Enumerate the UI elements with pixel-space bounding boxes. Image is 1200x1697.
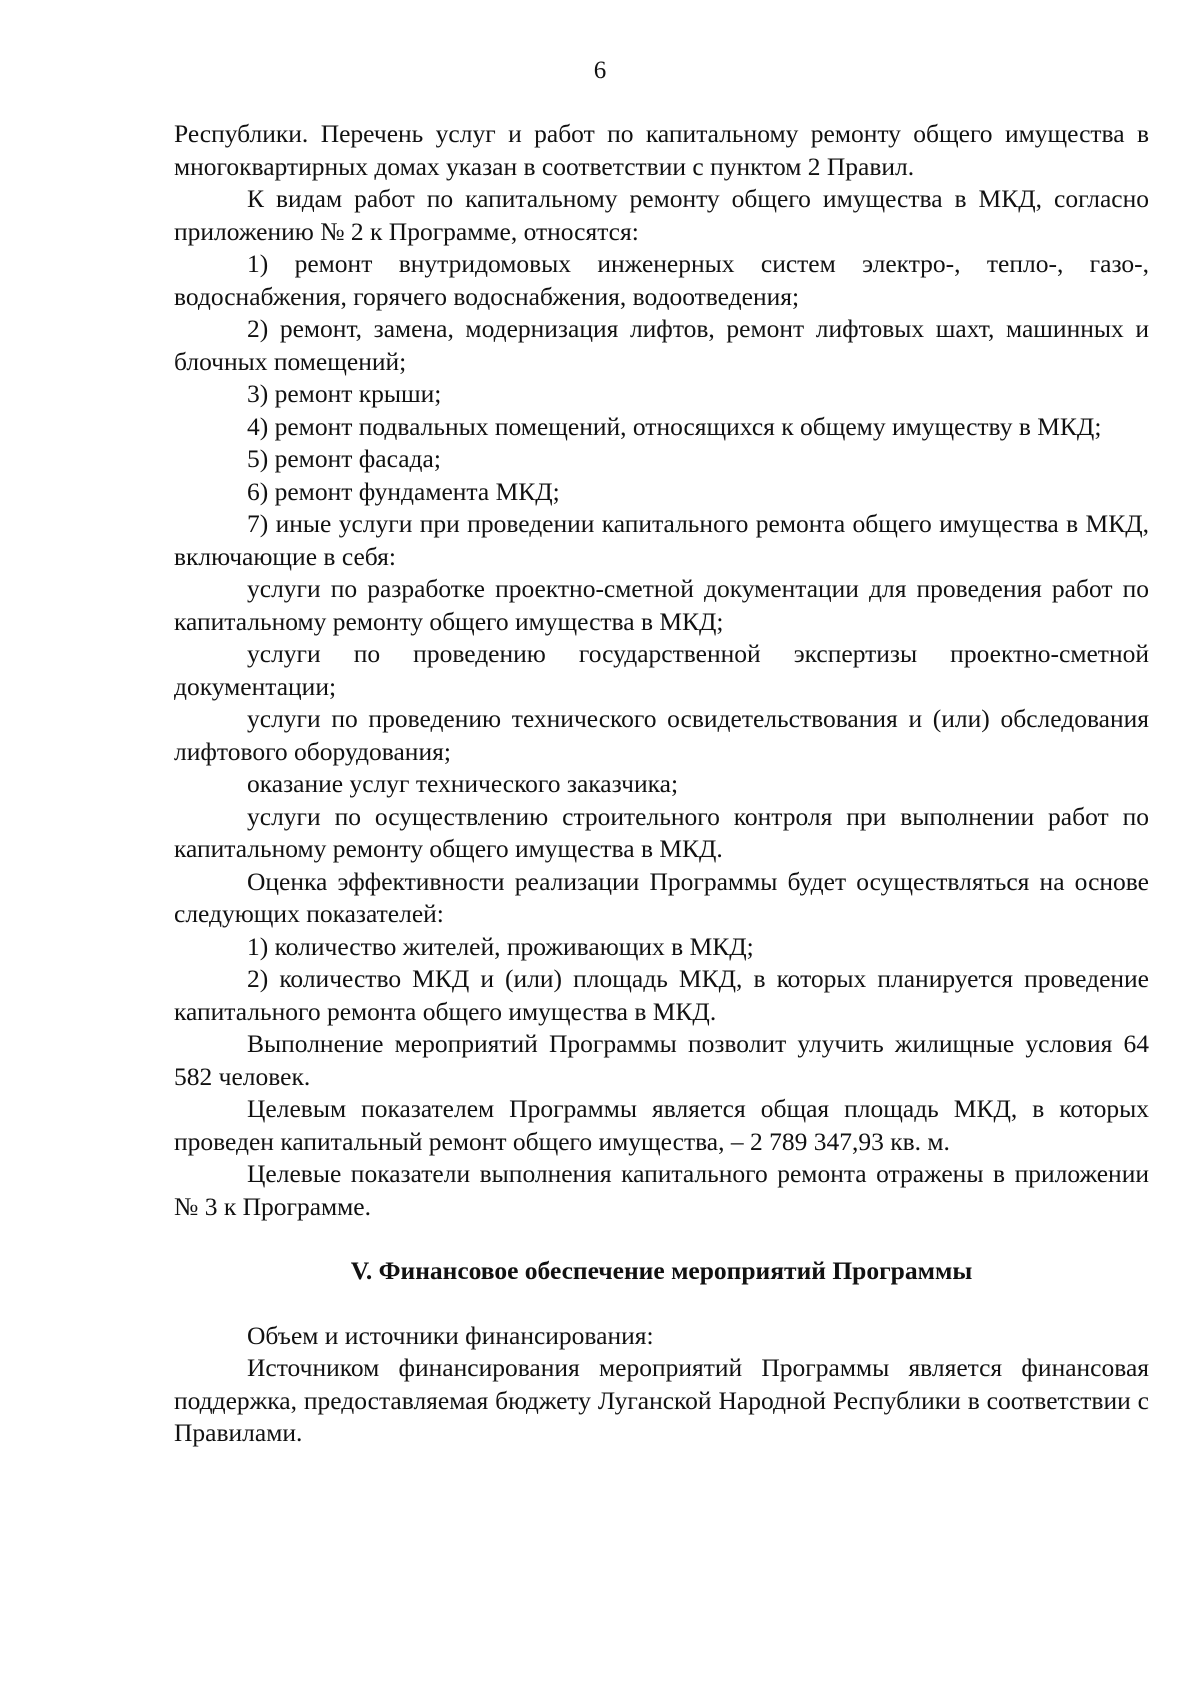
paragraph: 3) ремонт крыши; xyxy=(247,379,442,408)
paragraph: Объем и источники финансирования: xyxy=(247,1320,654,1350)
paragraph: оказание услуг технического заказчика; xyxy=(247,769,679,798)
paragraph: 6) ремонт фундамента МКД; xyxy=(247,476,560,506)
paragraph: Источником финансирования мероприятий Программы является финансовая поддержка, предоставляемая бюджету Луганской Народной Республики в соответствии с Правилами. xyxy=(174,1353,1149,1447)
paragraph: услуги по разработке проектно-сметной документации для проведения работ по капитальному ремонту общего имущества в МКД; xyxy=(174,574,1149,636)
section-spacer xyxy=(174,1288,1149,1320)
paragraph: 5) ремонт фасада; xyxy=(247,444,441,473)
paragraph: услуги по проведению государственной экспертизы проектно-сметной документации; xyxy=(174,639,1149,701)
paragraph: Целевые показатели выполнения капитального ремонта отражены в приложении № 3 к Программе. xyxy=(174,1159,1149,1221)
paragraph: услуги по проведению технического освидетельствования и (или) обследования лифтового оборудования; xyxy=(174,704,1149,766)
section-spacer xyxy=(174,1223,1149,1255)
paragraph: Республики. Перечень услуг и работ по капитальному ремонту общего имущества в многоквартирных домах указан в соответствии с пунктом 2 Правил. xyxy=(174,119,1149,181)
page-number: 6 xyxy=(593,57,607,84)
document-text-top xyxy=(174,118,1149,1223)
paragraph: Выполнение мероприятий Программы позволит улучить жилищные условия 64 582 человек. xyxy=(174,1029,1149,1091)
paragraph: Целевым показателем Программы является общая площадь МКД, в которых проведен капитальный ремонт общего имущества, – 2 789 347,93 кв. м. xyxy=(174,1094,1149,1156)
paragraph: Оценка эффективности реализации Программы будет осуществляться на основе следующих показателей: xyxy=(174,866,1149,928)
paragraph: 2) количество МКД и (или) площадь МКД, в которых планируется проведение капитального ремонта общего имущества в МКД. xyxy=(174,964,1149,1026)
section-heading: V. Финансовое обеспечение мероприятий Программы xyxy=(350,1256,973,1285)
document-body xyxy=(174,118,1149,1450)
paragraph: 7) иные услуги при проведении капитального ремонта общего имущества в МКД, включающие в себя: xyxy=(174,509,1149,571)
paragraph: 2) ремонт, замена, модернизация лифтов, ремонт лифтовых шахт, машинных и блочных помещений; xyxy=(174,314,1149,376)
paragraph: услуги по осуществлению строительного контроля при выполнении работ по капитальному ремонту общего имущества в МКД. xyxy=(174,801,1149,863)
paragraph: 1) ремонт внутридомовых инженерных систем электро-, тепло-, газо-, водоснабжения, горячего водоснабжения, водоотведения; xyxy=(174,249,1149,311)
paragraph: К видам работ по капитальному ремонту общего имущества в МКД, согласно приложению № 2 к Программе, относятся: xyxy=(174,184,1149,246)
document-text-bottom xyxy=(174,1320,1149,1450)
paragraph: 1) количество жителей, проживающих в МКД; xyxy=(247,931,754,961)
paragraph: 4) ремонт подвальных помещений, относящихся к общему имуществу в МКД; xyxy=(247,411,1102,441)
